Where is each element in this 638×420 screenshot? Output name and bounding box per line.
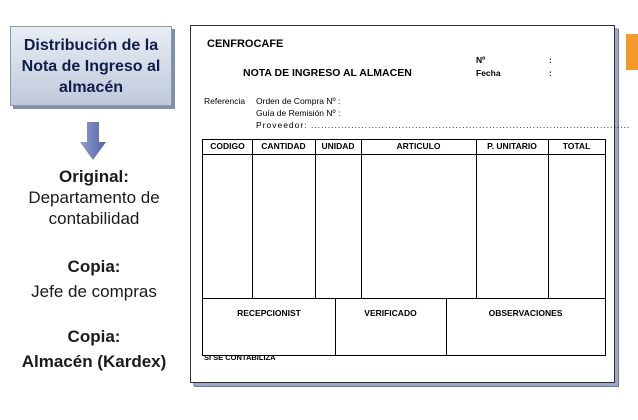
header-cantidad: CANTIDAD bbox=[261, 141, 306, 151]
header-p-unitario: P. UNITARIO bbox=[487, 141, 537, 151]
original-block bbox=[0, 166, 188, 229]
header-articulo: ARTICULO bbox=[396, 141, 441, 151]
receptionist-label: RECEPCIONIST bbox=[237, 308, 301, 318]
original-value: Departamento de contabilidad bbox=[28, 188, 160, 228]
verified-label: VERIFICADO bbox=[364, 308, 417, 318]
copy2-block bbox=[0, 326, 188, 372]
date-colon: : bbox=[549, 68, 552, 78]
header-codigo: CODIGO bbox=[210, 141, 245, 151]
items-table bbox=[202, 139, 606, 356]
copy1-label: Copia: bbox=[67, 257, 121, 276]
form-title: NOTA DE INGRESO AL ALMACEN bbox=[243, 67, 412, 79]
signature-row bbox=[203, 298, 605, 355]
copy2-value: Almacén (Kardex) bbox=[21, 352, 167, 371]
observations-label: OBSERVACIONES bbox=[488, 308, 563, 318]
distribution-title bbox=[10, 26, 172, 106]
distribution-title-text: Distribución de la Nota de Ingreso al almacén bbox=[21, 36, 161, 96]
copy1-value: Jefe de compras bbox=[31, 282, 157, 301]
receipt-form bbox=[190, 25, 631, 383]
purchase-order-line: Orden de Compra Nº : bbox=[256, 96, 341, 106]
col-p-unitario bbox=[476, 140, 549, 298]
number-label: Nº bbox=[476, 55, 486, 65]
original-label: Original: bbox=[59, 167, 129, 186]
col-codigo bbox=[203, 140, 253, 298]
col-unidad bbox=[315, 140, 362, 298]
col-cantidad bbox=[252, 140, 316, 298]
col-articulo bbox=[361, 140, 477, 298]
reference-label: Referencia bbox=[204, 96, 246, 106]
accounting-note: SI SE CONTABILIZA bbox=[204, 353, 276, 362]
date-label: Fecha bbox=[476, 68, 501, 78]
header-unidad: UNIDAD bbox=[321, 141, 355, 151]
accent-bar bbox=[626, 34, 638, 70]
company-name: CENFROCAFE bbox=[207, 38, 284, 50]
guide-line: Guía de Remisión Nº : bbox=[256, 108, 341, 118]
number-colon: : bbox=[549, 55, 552, 65]
copy2-label: Copia: bbox=[67, 327, 121, 346]
supplier-line: Proveedor: ............................................................................................... bbox=[256, 120, 631, 130]
copy1-block bbox=[0, 256, 188, 302]
down-arrow-icon bbox=[80, 122, 106, 162]
header-total: TOTAL bbox=[562, 141, 591, 151]
